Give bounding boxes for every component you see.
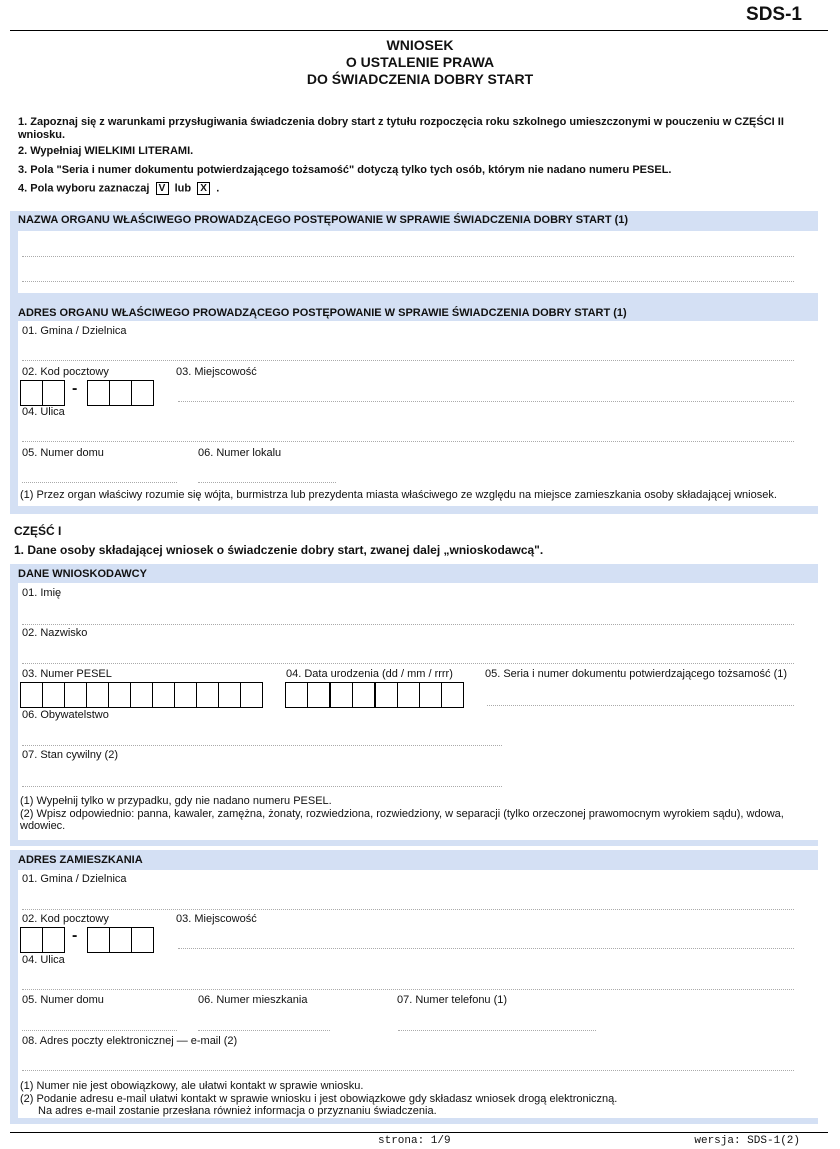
phone-label: 07. Numer telefonu (1) bbox=[397, 994, 508, 1006]
organ-name-line-1[interactable] bbox=[22, 256, 794, 257]
res-house-label: 05. Numer domu bbox=[22, 994, 104, 1006]
applicant-header: DANE WNIOSKODAWCY bbox=[18, 568, 147, 580]
bottom-divider bbox=[10, 1132, 828, 1133]
instruction-3: 3. Pola "Seria i numer dokumentu potwierdzającego tożsamość" dotyczą tylko tych osób, którym nie nadano numeru PESEL. bbox=[18, 164, 672, 176]
birth-date-boxes[interactable] bbox=[285, 682, 463, 708]
first-name-label: 01. Imię bbox=[22, 587, 62, 599]
last-name-label: 02. Nazwisko bbox=[22, 627, 88, 639]
applicant-footnotes bbox=[20, 795, 800, 833]
instruction-1: 1. Zapoznaj się z warunkami przysługiwania świadczenia dobry start z tytułu rozpoczęcia roku szkolnego umieszczonymi w pouczeniu w CZĘŚCI II wniosku. bbox=[18, 116, 784, 141]
organ-footnote: (1) Przez organ właściwy rozumie się wójta, burmistrza lub prezydenta miasta właściwego ze względu na miejsce zamieszkania osoby składającej wniosek. bbox=[20, 489, 777, 501]
checkbox-x-example: X bbox=[197, 182, 210, 195]
email-input[interactable] bbox=[22, 1070, 794, 1071]
organ-city-label: 03. Miejscowość bbox=[176, 366, 257, 378]
organ-name-line-2[interactable] bbox=[22, 281, 794, 282]
phone-input[interactable] bbox=[398, 1030, 596, 1031]
checkbox-v-example: V bbox=[156, 182, 169, 195]
residence-header: ADRES ZAMIESZKANIA bbox=[18, 854, 143, 866]
last-name-input[interactable] bbox=[22, 663, 794, 664]
organ-street-input[interactable] bbox=[22, 441, 794, 442]
residence-footnotes bbox=[20, 1080, 810, 1118]
applicant-footnote-2: (2) Wpisz odpowiednio: panna, kawaler, zamężna, żonaty, rozwiedziona, rozwiedziony, w separacji (tylko orzeczonej prawomocnym wyrokiem sądu), wdowa, wdowiec. bbox=[20, 807, 784, 832]
organ-flat-label: 06. Numer lokalu bbox=[198, 447, 282, 459]
first-name-input[interactable] bbox=[22, 624, 794, 625]
pesel-label: 03. Numer PESEL bbox=[22, 668, 112, 680]
page-number: strona: 1/9 bbox=[378, 1135, 451, 1147]
organ-flat-input[interactable] bbox=[198, 482, 336, 483]
marital-status-label: 07. Stan cywilny (2) bbox=[22, 749, 118, 761]
res-postal-prefix-boxes[interactable] bbox=[20, 927, 64, 953]
instruction-4-suffix: . bbox=[216, 182, 220, 195]
organ-gmina-label: 01. Gmina / Dzielnica bbox=[22, 325, 127, 337]
organ-postal-dash: - bbox=[72, 380, 78, 397]
part-1-subtitle: 1. Dane osoby składającej wniosek o świadczenie dobry start, zwanej dalej „wnioskodawcą". bbox=[14, 543, 544, 557]
organ-postal-prefix-boxes[interactable] bbox=[20, 380, 64, 406]
residence-footnote-1: (1) Numer nie jest obowiązkowy, ale ułatwi kontakt w sprawie wniosku. bbox=[20, 1080, 364, 1092]
organ-street-label: 04. Ulica bbox=[22, 406, 65, 418]
title-line-1: WNIOSEK bbox=[386, 37, 454, 53]
res-flat-label: 06. Numer mieszkania bbox=[198, 994, 308, 1006]
res-street-label: 04. Ulica bbox=[22, 954, 65, 966]
id-document-input[interactable] bbox=[487, 705, 794, 706]
instruction-2: 2. Wypełniaj WIELKIMI LITERAMI. bbox=[18, 145, 194, 157]
res-postal-suffix-boxes[interactable] bbox=[87, 927, 153, 953]
marital-status-input[interactable] bbox=[22, 786, 502, 787]
residence-footnote-2: (2) Podanie adresu e-mail ułatwi kontakt w sprawie wniosku i jest obowiązkowe gdy składasz wniosek drogą elektroniczną. bbox=[20, 1092, 618, 1105]
instruction-4-prefix: 4. Pola wyboru zaznaczaj bbox=[18, 182, 150, 195]
res-gmina-input[interactable] bbox=[22, 909, 794, 910]
pesel-boxes[interactable] bbox=[20, 682, 262, 708]
title-line-3: DO ŚWIADCZENIA DOBRY START bbox=[306, 71, 534, 87]
form-code: SDS-1 bbox=[746, 4, 802, 25]
form-title bbox=[0, 37, 840, 88]
organ-address-header: ADRES ORGANU WŁAŚCIWEGO PROWADZĄCEGO POSTĘPOWANIE W SPRAWIE ŚWIADCZENIA DOBRY START (1) bbox=[18, 307, 627, 319]
res-house-input[interactable] bbox=[22, 1030, 177, 1031]
res-postal-label: 02. Kod pocztowy bbox=[22, 913, 109, 925]
birth-date-label: 04. Data urodzenia (dd / mm / rrrr) bbox=[286, 668, 453, 680]
organ-postal-suffix-boxes[interactable] bbox=[87, 380, 153, 406]
id-document-label: 05. Seria i numer dokumentu potwierdzającego tożsamość (1) bbox=[485, 668, 788, 680]
email-label: 08. Adres poczty elektronicznej — e-mail (2) bbox=[22, 1035, 238, 1047]
res-gmina-label: 01. Gmina / Dzielnica bbox=[22, 873, 127, 885]
organ-house-label: 05. Numer domu bbox=[22, 447, 104, 459]
res-street-input[interactable] bbox=[22, 989, 794, 990]
form-version: wersja: SDS-1(2) bbox=[694, 1135, 800, 1147]
citizenship-label: 06. Obywatelstwo bbox=[22, 709, 109, 721]
top-divider bbox=[10, 30, 828, 31]
organ-gmina-input[interactable] bbox=[22, 360, 794, 361]
res-postal-dash: - bbox=[72, 927, 78, 944]
organ-postal-label: 02. Kod pocztowy bbox=[22, 366, 109, 378]
res-city-input[interactable] bbox=[178, 948, 794, 949]
res-flat-input[interactable] bbox=[198, 1030, 330, 1031]
instruction-4 bbox=[18, 182, 219, 195]
instruction-4-mid: lub bbox=[174, 182, 192, 195]
citizenship-input[interactable] bbox=[22, 745, 502, 746]
part-1-title: CZĘŚĆ I bbox=[14, 524, 62, 538]
applicant-footnote-1: (1) Wypełnij tylko w przypadku, gdy nie nadano numeru PESEL. bbox=[20, 795, 332, 807]
res-city-label: 03. Miejscowość bbox=[176, 913, 257, 925]
residence-footnote-3: Na adres e-mail zostanie przesłana również informacja o przyznaniu świadczenia. bbox=[38, 1105, 437, 1117]
organ-city-input[interactable] bbox=[178, 401, 794, 402]
title-line-2: O USTALENIE PRAWA bbox=[345, 54, 495, 70]
organ-name-header: NAZWA ORGANU WŁAŚCIWEGO PROWADZĄCEGO POSTĘPOWANIE W SPRAWIE ŚWIADCZENIA DOBRY START (1) bbox=[18, 214, 629, 226]
organ-house-input[interactable] bbox=[22, 482, 177, 483]
